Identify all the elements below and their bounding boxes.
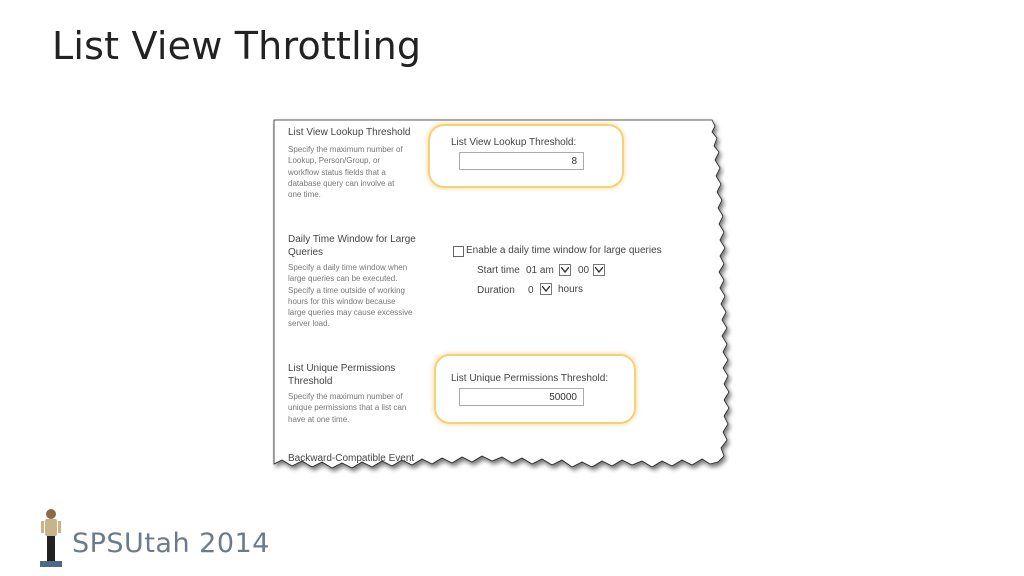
desc-line: workflow status fields that a — [288, 167, 386, 177]
chevron-down-icon — [561, 267, 569, 273]
title-line: Queries — [288, 247, 324, 258]
desc-line: Specify the maximum number of — [288, 145, 403, 154]
lookup-section-title: List View Lookup Threshold — [288, 127, 411, 138]
speaker-figure-logo-icon — [36, 506, 66, 568]
daily-window-section-description — [288, 262, 438, 330]
duration-label: Duration — [477, 285, 515, 296]
desc-line: large queries can be executed. — [288, 274, 398, 284]
backward-compatible-event-title: Backward-Compatible Event — [288, 453, 415, 463]
desc-line: database query can involve at — [288, 178, 395, 188]
lookup-threshold-label: List View Lookup Threshold: — [451, 137, 577, 148]
desc-line: Specify a daily time window when — [288, 263, 408, 272]
desc-line: Lookup, Person/Group, or — [288, 156, 381, 166]
title-line: Threshold — [288, 376, 333, 387]
duration-dropdown-button[interactable] — [540, 283, 552, 295]
daily-window-section-title — [288, 233, 416, 259]
unique-permissions-threshold-input[interactable]: 50000 — [459, 388, 584, 406]
desc-line: have at one time. — [288, 414, 350, 424]
enable-daily-window-label: Enable a daily time window for large queries — [466, 245, 662, 256]
desc-line: unique permissions that a list can — [288, 403, 407, 413]
desc-line: hours for this window because — [288, 296, 396, 306]
event-logo-text: SPSUtah 2014 — [72, 528, 270, 559]
unique-permissions-section-description — [288, 391, 438, 425]
desc-line: large queries may cause excessive — [288, 308, 413, 318]
screenshot-excerpt — [272, 118, 742, 478]
desc-line: Specify the maximum number of — [288, 392, 403, 401]
desc-line: one time. — [288, 190, 321, 200]
duration-select[interactable]: 0 — [528, 285, 534, 296]
desc-line: server load. — [288, 319, 330, 329]
enable-daily-window-checkbox[interactable] — [453, 246, 464, 257]
duration-unit-label: hours — [558, 284, 584, 295]
start-hour-select[interactable]: 01 am — [526, 265, 554, 276]
unique-permissions-section-title — [288, 362, 395, 388]
title-line: List Unique Permissions — [288, 363, 396, 374]
chevron-down-icon — [542, 286, 550, 292]
start-minute-select[interactable]: 00 — [578, 265, 590, 276]
slide-title: List View Throttling — [52, 24, 422, 68]
lookup-section-description — [288, 144, 438, 200]
title-line: Daily Time Window for Large — [288, 234, 416, 245]
start-hour-dropdown-button[interactable] — [559, 264, 571, 276]
start-minute-dropdown-button[interactable] — [593, 264, 605, 276]
desc-line: Specify a time outside of working — [288, 285, 405, 295]
lookup-threshold-input[interactable]: 8 — [459, 152, 584, 170]
unique-permissions-threshold-label: List Unique Permissions Threshold: — [451, 373, 609, 384]
chevron-down-icon — [595, 267, 603, 273]
start-time-label: Start time — [477, 265, 520, 276]
